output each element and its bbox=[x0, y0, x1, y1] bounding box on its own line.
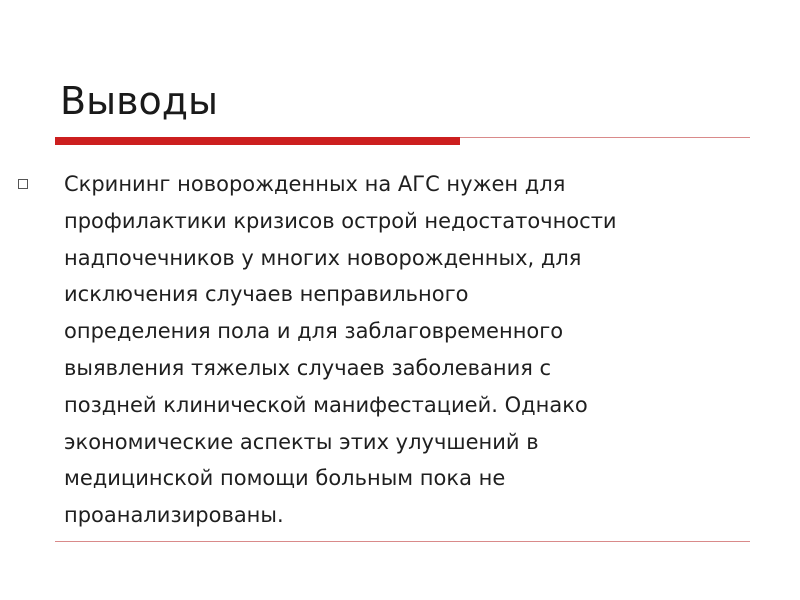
bottom-divider bbox=[55, 541, 750, 542]
title-underline-thin bbox=[460, 137, 750, 138]
slide-title: Выводы bbox=[60, 79, 218, 123]
hollow-square-bullet-icon bbox=[18, 179, 28, 189]
title-underline-accent bbox=[55, 137, 460, 145]
bullet-text: Скрининг новорожденных на АГС нужен для профилактики кризисов острой недостаточности надпочечников у многих новорожденных, для исключения случаев неправильного определения пола и для заблаговременного выявления тяжелых случаев заболевания с поздней клинической манифестацией. Однако экономические аспекты этих улучшений в медицинской помощи больным пока не проанализированы. bbox=[64, 172, 617, 528]
